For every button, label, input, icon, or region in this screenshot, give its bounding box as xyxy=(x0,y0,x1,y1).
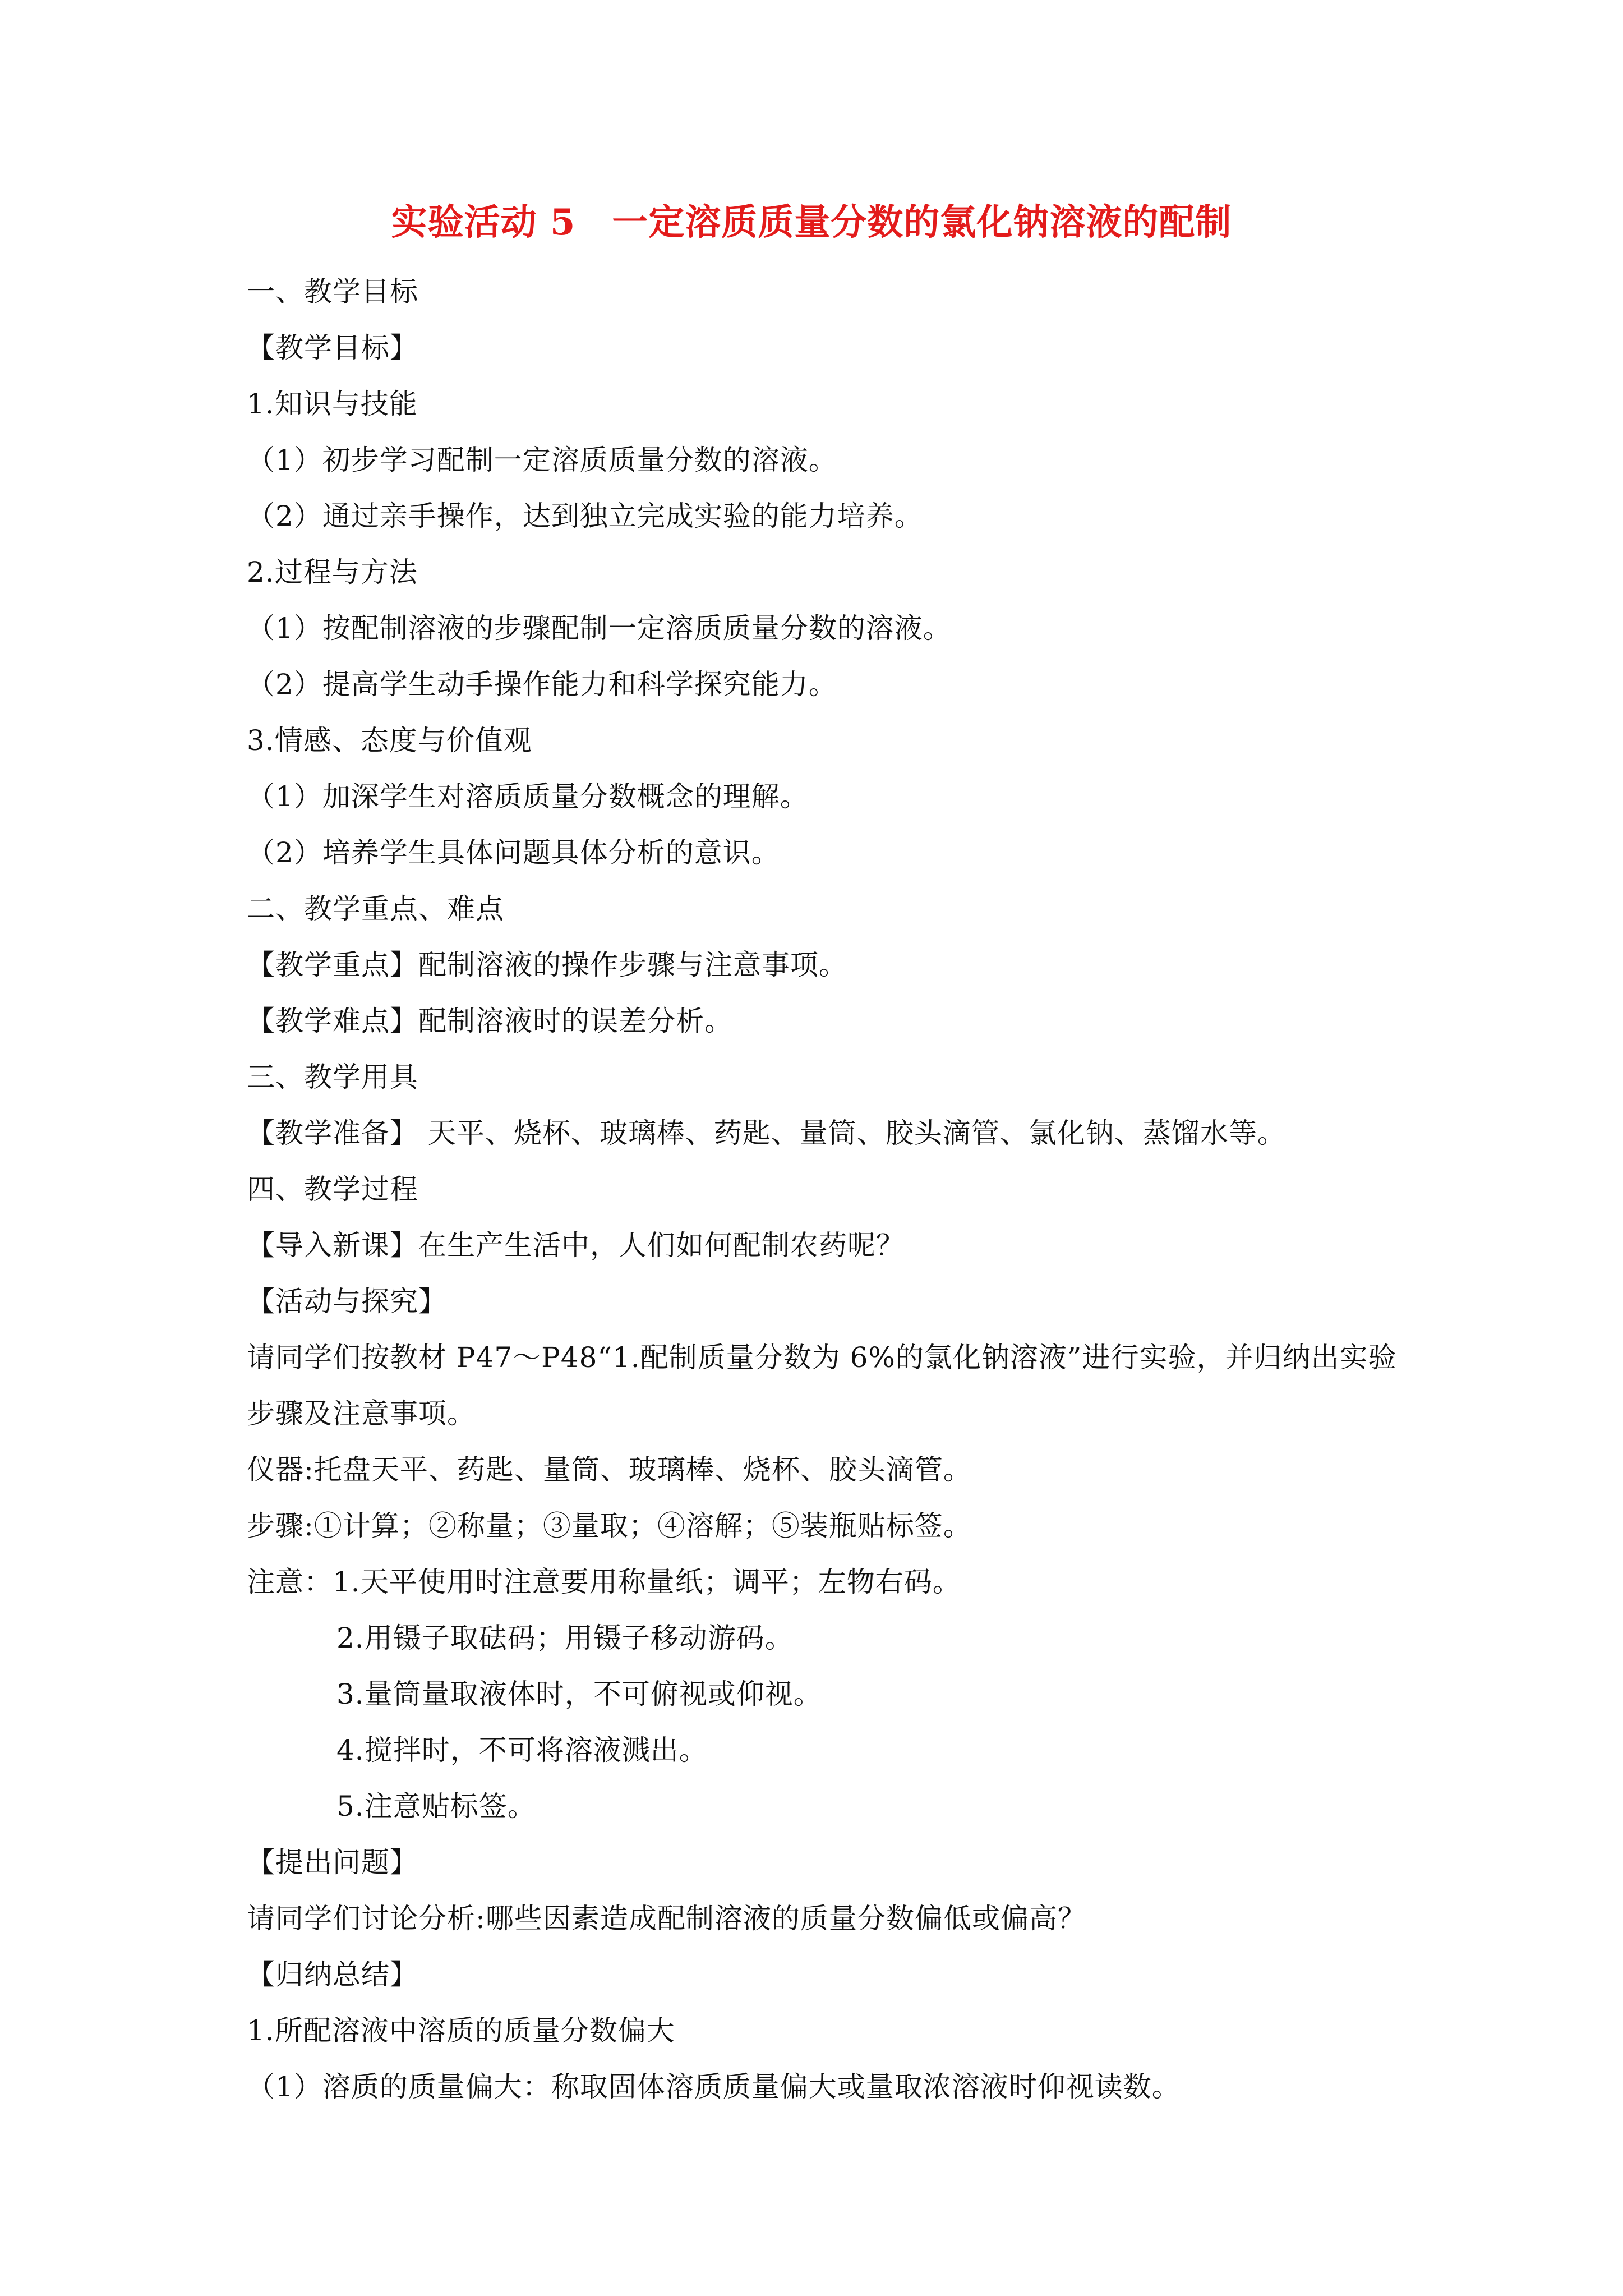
paragraph-line: 步骤及注意事项。 xyxy=(247,1397,476,1430)
section-heading-tools: 三、教学用具 xyxy=(247,1061,418,1093)
note-item: 5.注意贴标签。 xyxy=(336,1790,536,1823)
subheading-knowledge: 1.知识与技能 xyxy=(247,388,418,420)
paragraph-line: 【导入新课】在生产生活中，人们如何配制农药呢？ xyxy=(247,1229,905,1262)
subheading-summary-1: 1.所配溶液中溶质的质量分数偏大 xyxy=(247,2014,675,2047)
paragraph-line: 请同学们讨论分析:哪些因素造成配制溶液的质量分数偏低或偏高？ xyxy=(247,1902,1086,1935)
document-body xyxy=(247,264,1397,2115)
paragraph-line: 仪器:托盘天平、药匙、量筒、玻璃棒、烧杯、胶头滴管。 xyxy=(247,1453,972,1486)
paragraph-line: （2）提高学生动手操作能力和科学探究能力。 xyxy=(247,668,837,701)
paragraph-line: 步骤:①计算；②称量；③量取；④溶解；⑤装瓶贴标签。 xyxy=(247,1510,972,1542)
bracket-heading-goals: 【教学目标】 xyxy=(247,332,418,364)
paragraph-line: （1）初步学习配制一定溶质质量分数的溶液。 xyxy=(247,444,837,476)
subheading-values: 3.情感、态度与价值观 xyxy=(247,724,532,757)
paragraph-line: （2）通过亲手操作，达到独立完成实验的能力培养。 xyxy=(247,500,923,532)
paragraph-line: （2）培养学生具体问题具体分析的意识。 xyxy=(247,836,780,869)
note-item: 4.搅拌时，不可将溶液溅出。 xyxy=(336,1734,708,1766)
note-item: 2.用镊子取砝码；用镊子移动游码。 xyxy=(336,1622,794,1654)
paragraph-line: 【教学重点】配制溶液的操作步骤与注意事项。 xyxy=(247,949,847,981)
paragraph-line: （1）按配制溶液的步骤配制一定溶质质量分数的溶液。 xyxy=(247,612,952,645)
document-title: 实验活动 5 一定溶质质量分数的氯化钠溶液的配制 xyxy=(391,201,1232,243)
subheading-process: 2.过程与方法 xyxy=(247,556,418,588)
paragraph-line: 【教学准备】 天平、烧杯、玻璃棒、药匙、量筒、胶头滴管、氯化钠、蒸馏水等。 xyxy=(247,1117,1286,1149)
paragraph-line: 注意：1.天平使用时注意要用称量纸；调平；左物右码。 xyxy=(247,1566,961,1598)
bracket-heading-summary: 【归纳总结】 xyxy=(247,1958,418,1991)
paragraph-line: 请同学们按教材 P47～P48“1.配制质量分数为 6%的氯化钠溶液”进行实验，并归纳出实验 xyxy=(247,1341,1397,1374)
bracket-heading-activity: 【活动与探究】 xyxy=(247,1285,447,1318)
note-item: 3.量筒量取液体时，不可俯视或仰视。 xyxy=(336,1678,822,1710)
section-heading-process: 四、教学过程 xyxy=(247,1173,418,1205)
section-heading-goals: 一、教学目标 xyxy=(247,275,418,308)
paragraph-line: （1）溶质的质量偏大：称取固体溶质质量偏大或量取浓溶液时仰视读数。 xyxy=(247,2070,1181,2103)
paragraph-line: （1）加深学生对溶质质量分数概念的理解。 xyxy=(247,780,809,813)
bracket-heading-question: 【提出问题】 xyxy=(247,1846,418,1879)
paragraph-line: 【教学难点】配制溶液时的误差分析。 xyxy=(247,1005,733,1037)
section-heading-key-points: 二、教学重点、难点 xyxy=(247,892,504,925)
